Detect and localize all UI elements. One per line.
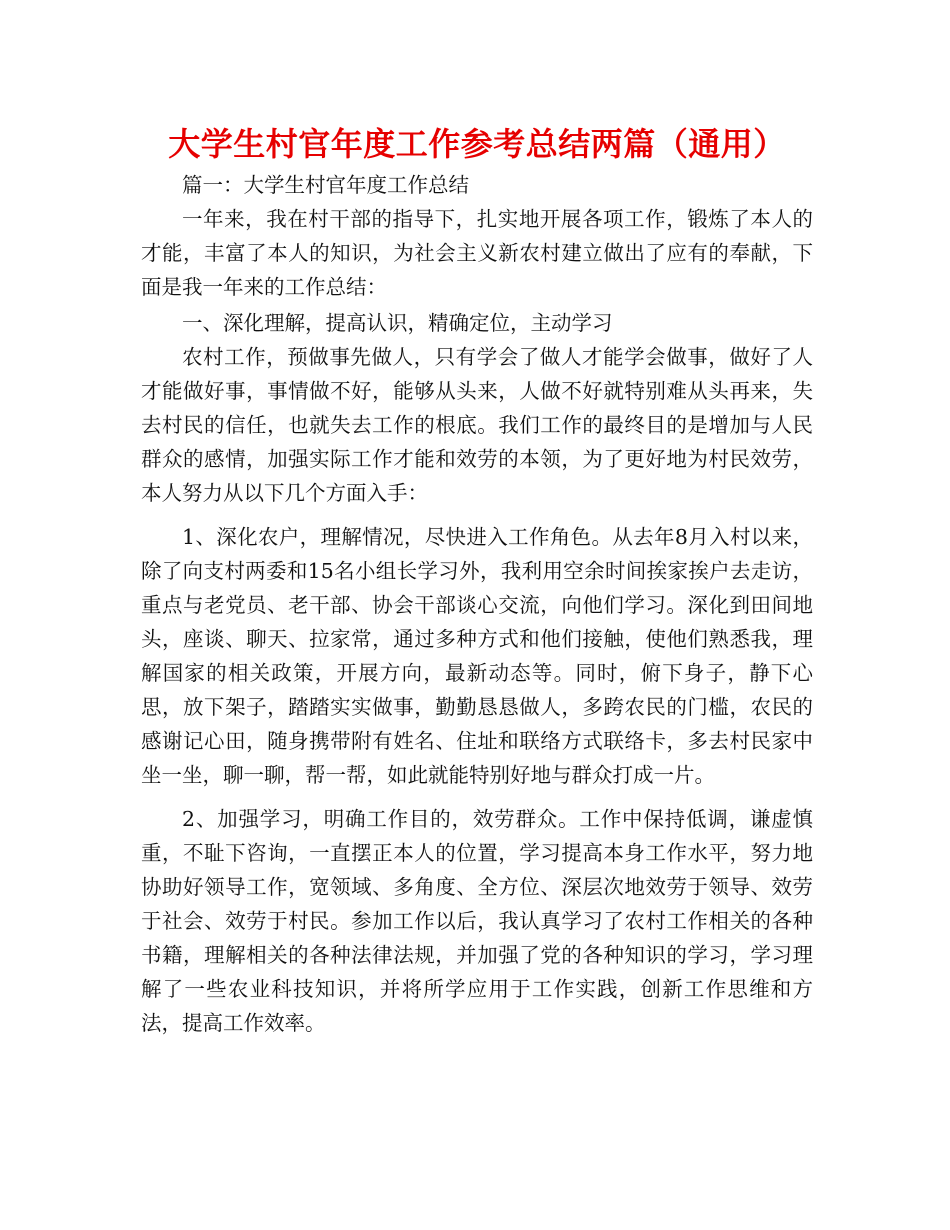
body-paragraph: 农村工作，预做事先做人，只有学会了做人才能学会做事，做好了人才能做好事，事情做不好，能够从头来，人做不好就特别难从头再来，失去村民的信任，也就失去工作的根底。我们工作的最终目的是增加与人民群众的感情，加强实际工作才能和效劳的本领，为了更好地为村民效劳，本人努力从以下几个方面入手：: [141, 345, 813, 505]
article-subtitle: 篇一：大学生村官年度工作总结: [182, 173, 469, 197]
point-paragraph-1: 1、深化农户，理解情况，尽快进入工作角色。从去年8月入村以来，除了向支村两委和15名小组长学习外，我利用空余时间挨家挨户去走访，重点与老党员、老干部、协会干部谈心交流，向他们学习。深化到田间地头，座谈、聊天、拉家常，通过多种方式和他们接触，使他们熟悉我，理解国家的相关政策，开展方向，最新动态等。同时，俯下身子，静下心思，放下架子，踏踏实实做事，勤勤恳恳做人，多跨农民的门槛，农民的感谢记心田，随身携带附有姓名、住址和联络方式联络卡，多去村民家中坐一坐，聊一聊，帮一帮，如此就能特别好地与群众打成一片。: [141, 525, 813, 787]
document-title: 大学生村官年度工作参考总结两篇（通用）: [168, 125, 786, 163]
section-heading-one: 一、深化理解，提高认识，精确定位，主动学习: [182, 311, 613, 335]
intro-paragraph: 一年来，我在村干部的指导下，扎实地开展各项工作，锻炼了本人的才能，丰富了本人的知识，为社会主义新农村建立做出了应有的奉献，下面是我一年来的工作总结：: [141, 207, 813, 299]
document-page: [141, 122, 813, 1040]
point-paragraph-2: 2、加强学习，明确工作目的，效劳群众。工作中保持低调，谦虚慎重，不耻下咨询，一直摆正本人的位置，学习提高本身工作水平，努力地协助好领导工作，宽领域、多角度、全方位、深层次地效劳于领导、效劳于社会、效劳于村民。参加工作以后，我认真学习了农村工作相关的各种书籍，理解相关的各种法律法规，并加强了党的各种知识的学习，学习理解了一些农业科技知识，并将所学应用于工作实践，创新工作思维和方法，提高工作效率。: [141, 807, 813, 1035]
